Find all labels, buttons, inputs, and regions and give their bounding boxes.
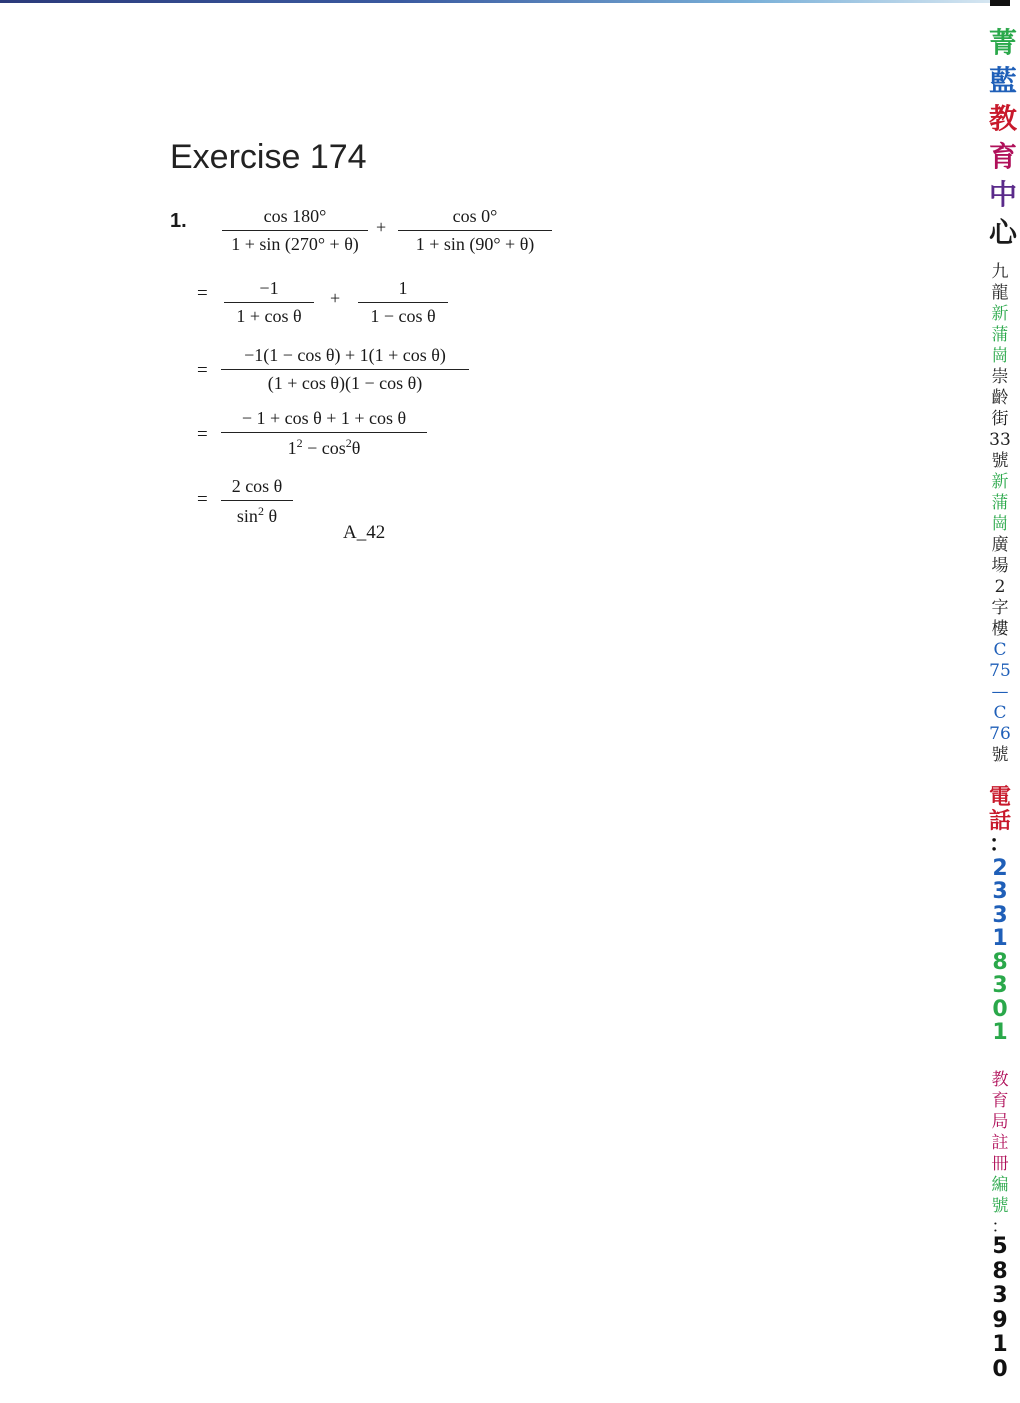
step4-numerator: 2 cos θ bbox=[231, 476, 283, 496]
sidebar-phone-char: 3 bbox=[992, 973, 1008, 998]
equals-sign: = bbox=[197, 424, 208, 445]
equals-sign: = bbox=[197, 360, 208, 381]
step2-numerator: −1(1 − cos θ) + 1(1 + cos θ) bbox=[244, 345, 446, 365]
step4-den-sin: sin bbox=[236, 506, 258, 526]
step4-denominator bbox=[221, 501, 293, 527]
sidebar-address-char: 崗 bbox=[991, 514, 1009, 534]
sidebar-address-char: C bbox=[993, 640, 1007, 660]
step0-fraction1-denominator: 1 + sin (270° + θ) bbox=[231, 234, 359, 254]
step3-den-one: 1 bbox=[287, 438, 297, 458]
sidebar-address-char: 蒲 bbox=[991, 325, 1009, 345]
sidebar-address-char: 新 bbox=[991, 472, 1009, 492]
sidebar-phone-char: 8 bbox=[992, 949, 1008, 975]
sidebar-phone bbox=[985, 786, 1015, 1045]
sidebar-registration-number-char: 3 bbox=[992, 1283, 1008, 1308]
sidebar-address-char: 蒲 bbox=[991, 493, 1009, 513]
sidebar-phone-char: 0 bbox=[992, 996, 1008, 1022]
plus-operator: + bbox=[330, 288, 341, 308]
equals-sign: = bbox=[197, 283, 208, 304]
sidebar-top-mark bbox=[990, 0, 1010, 6]
sidebar-address-char: 龍 bbox=[991, 283, 1009, 303]
sidebar-brand-char: 心 bbox=[988, 216, 1017, 249]
sidebar-phone-char: 1 bbox=[992, 926, 1008, 951]
sidebar-phone-char: 2 bbox=[992, 855, 1008, 881]
sidebar-registration-label-char: 育 bbox=[991, 1091, 1009, 1111]
sidebar-address-char: 新 bbox=[991, 304, 1009, 324]
step4-fraction bbox=[221, 476, 293, 527]
step3-den-cos: − cos bbox=[302, 438, 346, 458]
sidebar-registration-label-char: 號 bbox=[991, 1196, 1009, 1216]
step1-fraction1-denominator: 1 + cos θ bbox=[236, 306, 302, 326]
step3-den-exponent2: 2 bbox=[345, 436, 352, 450]
page-number: A_42 bbox=[343, 522, 386, 543]
sidebar-brand bbox=[985, 24, 1020, 252]
sidebar-registration-number-char: 0 bbox=[992, 1356, 1008, 1382]
sidebar-registration-label-char: 註 bbox=[991, 1133, 1009, 1153]
sidebar-brand-char: 育 bbox=[988, 140, 1017, 173]
step0-fraction2-denominator: 1 + sin (90° + θ) bbox=[415, 234, 535, 254]
sidebar-phone-char: 話 bbox=[988, 808, 1011, 834]
sidebar-address-char: C bbox=[993, 703, 1007, 723]
sidebar-address-char: 齡 bbox=[991, 388, 1009, 408]
step3-denominator bbox=[221, 433, 427, 459]
sidebar-address-char: 廣 bbox=[991, 535, 1009, 555]
sidebar-registration-number-char: 1 bbox=[992, 1332, 1008, 1357]
page-title: Exercise 174 bbox=[170, 138, 367, 176]
sidebar-registration-label-char: 局 bbox=[991, 1112, 1009, 1132]
sidebar-phone-char: ： bbox=[988, 832, 1011, 857]
step1-fraction2-denominator: 1 − cos θ bbox=[370, 306, 436, 326]
step1-fraction2 bbox=[358, 278, 448, 327]
sidebar-brand-char: 藍 bbox=[988, 64, 1017, 97]
sidebar-address-char: 崗 bbox=[991, 346, 1009, 366]
top-edge-line bbox=[0, 0, 1000, 3]
sidebar-address-char: 場 bbox=[991, 556, 1009, 576]
sidebar-registration-number-char: 5 bbox=[992, 1234, 1008, 1259]
step0-fraction2 bbox=[398, 206, 552, 255]
sidebar-registration-number-char: 9 bbox=[992, 1307, 1008, 1333]
sidebar-registration-number bbox=[985, 1235, 1015, 1382]
sidebar-address-char: 75 bbox=[989, 661, 1011, 681]
sidebar-address-char: 街 bbox=[991, 409, 1009, 429]
step4-den-exponent: 2 bbox=[257, 504, 264, 518]
sidebar-brand-char: 中 bbox=[988, 178, 1017, 211]
sidebar-phone-char: 電 bbox=[988, 785, 1011, 810]
sidebar-brand-char: 菁 bbox=[988, 26, 1017, 59]
sidebar-brand-char: 教 bbox=[988, 102, 1017, 135]
sidebar-address-char: 樓 bbox=[991, 619, 1009, 639]
sidebar-registration-label-char: 編 bbox=[991, 1175, 1009, 1195]
step2-denominator: (1 + cos θ)(1 − cos θ) bbox=[267, 373, 423, 393]
sidebar-address-char: 號 bbox=[991, 745, 1009, 765]
sidebar-registration-label-char: 冊 bbox=[991, 1154, 1009, 1174]
plus-operator: + bbox=[376, 217, 387, 237]
equals-sign: = bbox=[197, 489, 208, 510]
step2-fraction bbox=[221, 345, 469, 394]
step0-fraction2-numerator: cos 0° bbox=[452, 206, 498, 226]
sidebar-address-char: 76 bbox=[989, 724, 1011, 744]
sidebar-registration-number-char: 8 bbox=[992, 1258, 1008, 1284]
sidebar-address-char: 九 bbox=[991, 262, 1009, 282]
step3-den-theta: θ bbox=[351, 438, 361, 458]
sidebar-registration-label bbox=[985, 1070, 1015, 1238]
step0-fraction1 bbox=[222, 206, 368, 255]
sidebar-registration-label-char: ： bbox=[991, 1217, 1009, 1237]
step3-fraction bbox=[221, 408, 427, 459]
sidebar-phone-char: 3 bbox=[992, 879, 1008, 904]
step0-fraction1-numerator: cos 180° bbox=[263, 206, 327, 226]
question-number: 1. bbox=[170, 210, 187, 232]
sidebar-address bbox=[985, 262, 1015, 766]
step4-den-theta: θ bbox=[263, 506, 278, 526]
step3-den-exponent1: 2 bbox=[296, 436, 303, 450]
sidebar-address-char: 崇 bbox=[991, 367, 1009, 387]
sidebar-phone-char: 3 bbox=[992, 902, 1008, 928]
step1-fraction2-numerator: 1 bbox=[398, 278, 408, 298]
sidebar-registration-label-char: 教 bbox=[991, 1070, 1009, 1090]
sidebar-address-char: 字 bbox=[991, 598, 1009, 618]
step1-fraction1 bbox=[224, 278, 314, 327]
sidebar-address-char: — bbox=[991, 682, 1009, 702]
sidebar-phone-char: 1 bbox=[992, 1020, 1008, 1045]
sidebar-address-char: 2 bbox=[994, 577, 1006, 597]
step1-fraction1-numerator: −1 bbox=[259, 278, 279, 298]
sidebar-address-char: 號 bbox=[991, 451, 1009, 471]
step3-numerator: − 1 + cos θ + 1 + cos θ bbox=[241, 408, 407, 428]
sidebar-address-char: 33 bbox=[989, 430, 1011, 450]
